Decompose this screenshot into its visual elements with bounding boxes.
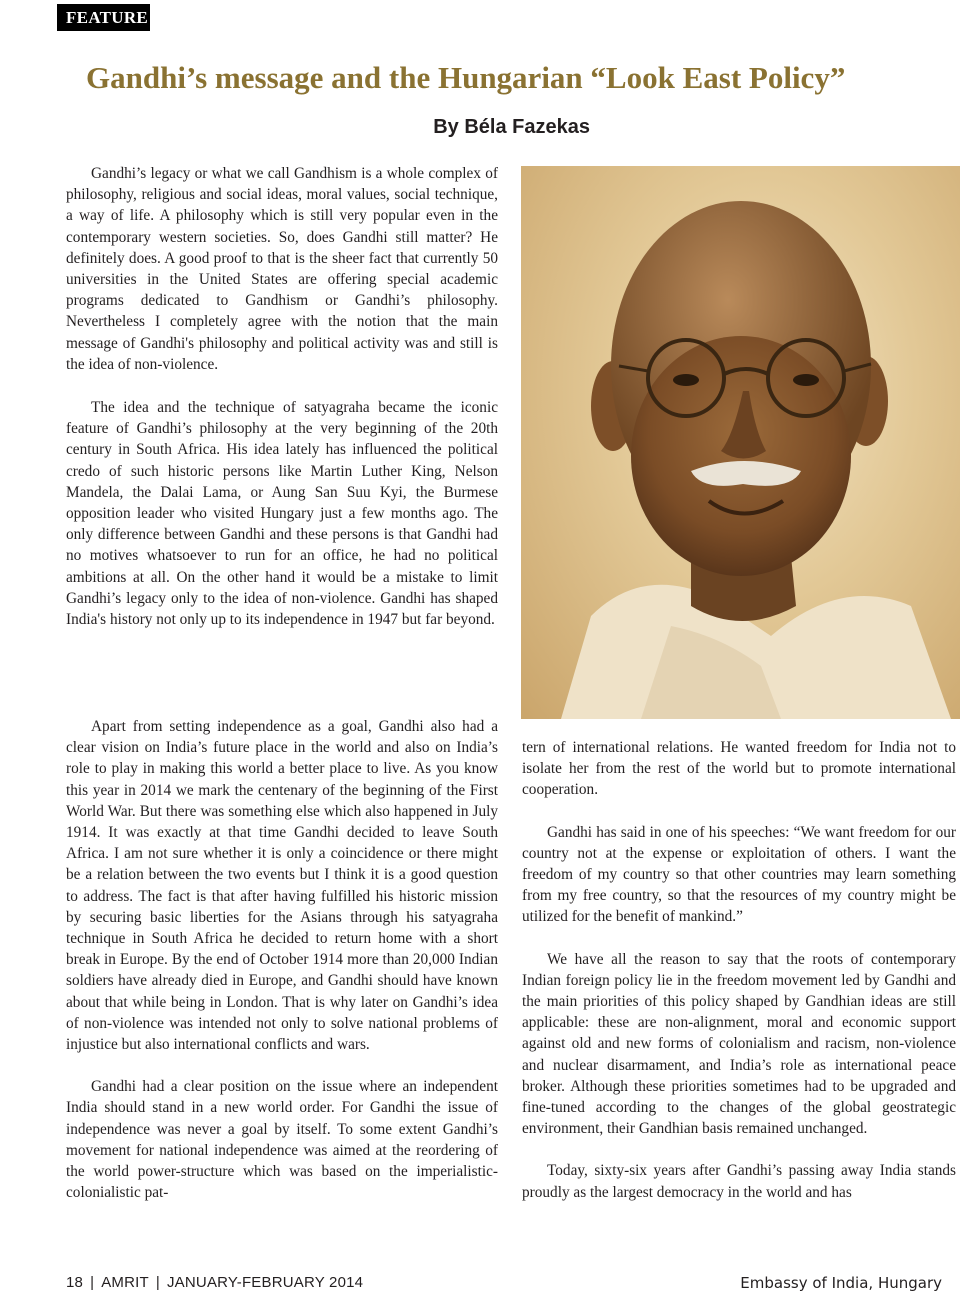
paragraph: Gandhi has said in one of his speeches: “We want freedom for our country not at the expense or exploitation of others. I want the freedom of my country so that other countries may learn something from my free country, so that the resources of my country might be utilized for the benefit of mankind.” [522,823,956,926]
column-bottom-left [66,716,498,1224]
gandhi-portrait [521,166,960,719]
paragraph: We have all the reason to say that the roots of contemporary Indian foreign policy lie in the freedom movement led by Gandhi and the main priorities of this policy shaped by Gandhian ideas are still applicable: these are non-alignment, moral and economic support against old and new forms of colonialism and racism, non-violence and nuclear disarmament, and India’s role as international peace broker. Although these priorities sometimes had to be upgraded and fine-tuned according to the changes of the global geostrategic environment, their Gandhian basis remained unchanged. [522,950,956,1138]
column-right [522,737,956,1224]
paragraph: The idea and the technique of satyagraha became the iconic feature of Gandhi’s philosophy at the very beginning of the 20th century in South Africa. His idea lately has influenced the political credo of such historic persons like Martin Luther King, Nelson Mandela, the Dalai Lama, or Aung San Suu Kyi, the Burmese opposition leader who visited Hungary just a few months ago. The only difference between Gandhi and these persons is that Gandhi had no motives whatsoever to run for an office, he had no political ambitions at all. On the other hand it would be a mistake to limit Gandhi’s legacy only to the idea of non-violence. Gandhi has shaped India's history not only up to its independence in 1947 but far beyond. [66,399,498,629]
paragraph: Gandhi’s legacy or what we call Gandhism is a whole complex of philosophy, religious and social ideas, moral values, social technique, a way of life. A philosophy which is still very popular even in the contemporary western societies. So, does Gandhi still matter? He definitely does. A good proof to that is the sheer fact that currently 50 universities in the United States are offering special academic programs dedicated to Gandhism or Gandhi’s philosophy. Nevertheless I completely agree with the notion that the main message of Gandhi's philosophy and political activity was and still is the idea of non-violence. [66,165,498,373]
footer-left [66,1274,363,1291]
publisher-name: Embassy of India, Hungary [740,1274,942,1292]
paragraph: Gandhi had a clear position on the issue where an independent India should stand in a new world order. For Gandhi the issue of independence was never a goal by itself. To some extent Gandhi’s movement for national independence was aimed at the reordering of the world power-structure which was based on the imperialistic-colonialistic pat- [66,1078,498,1202]
portrait-illustration [521,166,960,719]
article-title: Gandhi’s message and the Hungarian “Look East Policy” [86,60,846,95]
page-number: 18 [66,1274,84,1291]
paragraph: Today, sixty-six years after Gandhi’s passing away India stands proudly as the largest democracy in the world and has [522,1162,956,1201]
paragraph: Apart from setting independence as a goal, Gandhi also had a clear vision on India’s future place in the world and also on India’s role to play in making this world a better place to live. As you know this year in 2014 we mark the centenary of the beginning of the First World War. But there was something else which also happened in July 1914. It was exactly at that time Gandhi decided to leave South Africa. I am not sure whether it is only a coincidence or there might be a relation between the two events but I think it is a good question to address. The fact is that after having fulfilled his historic mission by securing basic liberties for the Asians through his satyagraha technique in South Africa he decided to return home with a short break in Europe. By the end of October 1914 more than 20,000 Indian soldiers have already died in Europe, and Gandhi should have known about that while being in London. That is why later on Gandhi’s idea of non-violence was intended not only to solve national problems of injustice but also international conflicts and wars. [66,718,498,1054]
section-tag: FEATURE [57,4,150,31]
byline: By Béla Fazekas [433,116,590,138]
footer-separator: | [155,1274,160,1291]
magazine-name: AMRIT [101,1274,149,1291]
column-top-left [66,163,498,652]
issue-date: JANUARY-FEBRUARY 2014 [166,1274,364,1291]
footer-separator: | [90,1274,95,1291]
paragraph: tern of international relations. He wanted freedom for India not to isolate her from the rest of the world but to promote international cooperation. [522,739,956,799]
